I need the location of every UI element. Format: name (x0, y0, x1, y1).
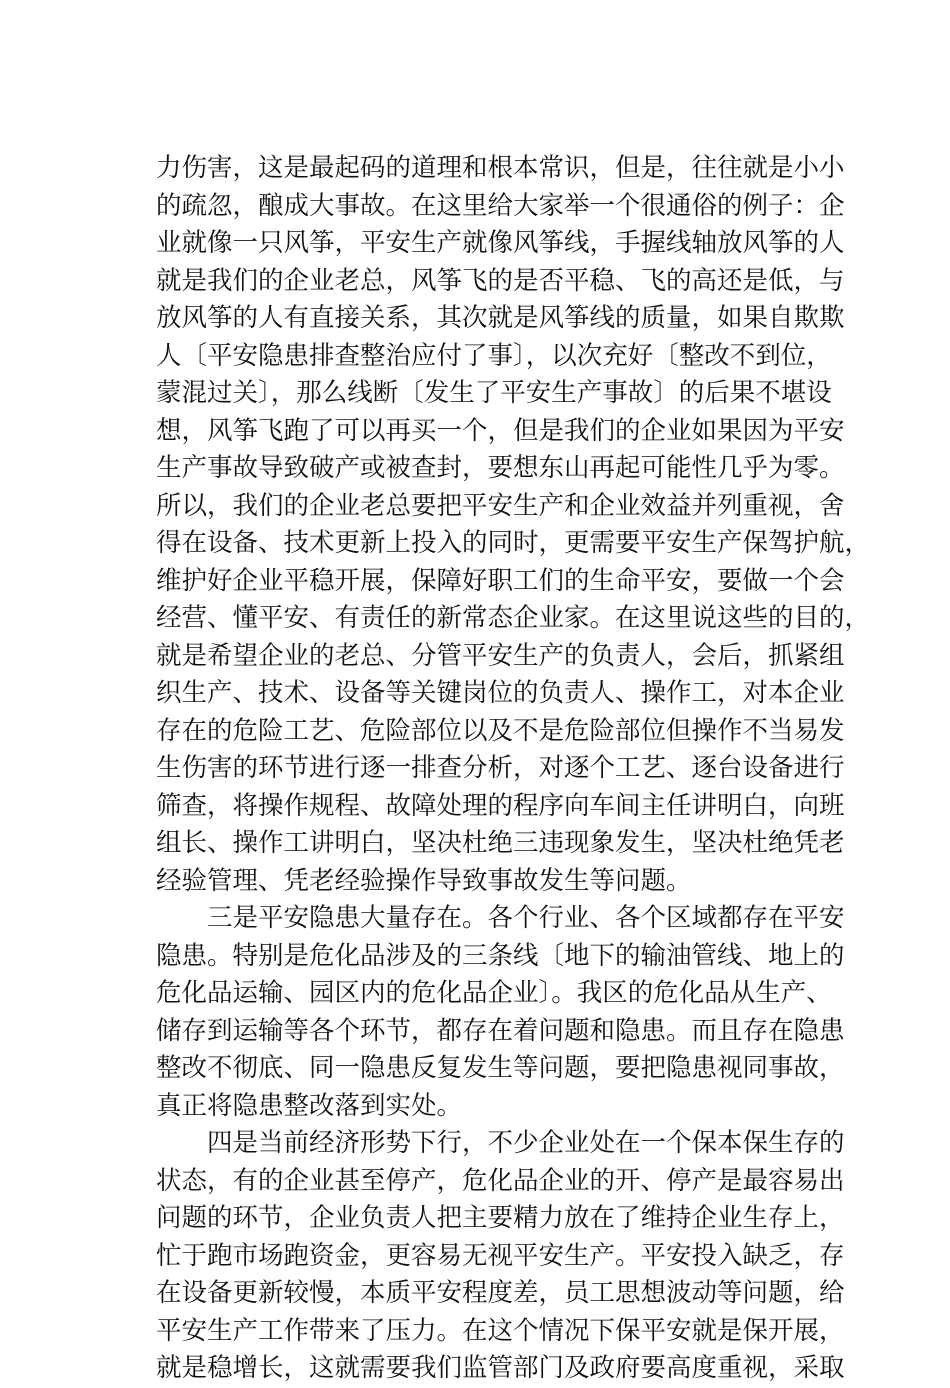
text-line: 真正将隐患整改落到实处。 (156, 1090, 463, 1121)
text-line: 的疏忽，酿成大事故。在这里给大家举一个很通俗的例子：企 (156, 190, 845, 221)
text-line: 储存到运输等各个环节，都存在着问题和隐患。而且存在隐患 (156, 1015, 845, 1046)
text-line: 问题的环节，企业负责人把主要精力放在了维持企业生存上， (156, 1203, 845, 1233)
text-line: 就是我们的企业老总，风筝飞的是否平稳、飞的高还是低，与 (156, 265, 845, 296)
paragraph-1 (156, 150, 871, 900)
text-line: 三是平安隐患大量存在。各个行业、各个区域都存在平安 (207, 903, 845, 933)
paragraph-2 (156, 900, 845, 1125)
text-line: 四是当前经济形势下行，不少企业处在一个保本保生存的 (207, 1128, 845, 1158)
text-line: 组长、操作工讲明白，坚决杜绝三违现象发生，坚决杜绝凭老 (156, 828, 845, 858)
text-line: 人〔平安隐患排查整治应付了事〕，以次充好〔整改不到位， (156, 340, 832, 371)
text-line: 生产事故导致破产或被查封，要想东山再起可能性几乎为零。 (156, 453, 845, 483)
text-line: 经营、懂平安、有责任的新常态企业家。在这里说这些的目的， (156, 603, 871, 633)
text-line: 忙于跑市场跑资金，更容易无视平安生产。平安投入缺乏，存 (156, 1240, 845, 1271)
text-line: 所以，我们的企业老总要把平安生产和企业效益并列重视，舍 (156, 490, 845, 521)
text-line: 维护好企业平稳开展，保障好职工们的生命平安，要做一个会 (156, 565, 845, 596)
paragraph-3 (156, 1125, 845, 1388)
text-line: 想，风筝飞跑了可以再买一个，但是我们的企业如果因为平安 (156, 415, 845, 446)
text-line: 平安生产工作带来了压力。在这个情况下保平安就是保开展， (156, 1315, 845, 1346)
text-line: 生伤害的环节进行逐一排查分析，对逐个工艺、逐台设备进行 (156, 753, 845, 783)
text-line: 就是希望企业的老总、分管平安生产的负责人，会后，抓紧组 (156, 640, 845, 671)
text-line: 在设备更新较慢，本质平安程度差，员工思想波动等问题，给 (156, 1278, 845, 1308)
text-line: 放风筝的人有直接关系，其次就是风筝线的质量，如果自欺欺 (156, 303, 845, 333)
text-line: 得在设备、技术更新上投入的同时，更需要平安生产保驾护航， (156, 528, 871, 558)
text-line: 经验管理、凭老经验操作导致事故发生等问题。 (156, 865, 692, 896)
text-line: 整改不彻底、同一隐患反复发生等问题，要把隐患视同事故， (156, 1053, 845, 1083)
text-line: 蒙混过关〕，那么线断〔发生了平安生产事故〕的后果不堪设 (156, 378, 832, 408)
text-line: 危化品运输、园区内的危化品企业〕。我区的危化品从生产、 (156, 978, 832, 1008)
body-text (156, 150, 871, 1388)
text-line: 织生产、技术、设备等关键岗位的负责人、操作工，对本企业 (156, 678, 845, 708)
text-line: 就是稳增长，这就需要我们监管部门及政府要高度重视，采取 (156, 1353, 845, 1383)
text-line: 隐患。特别是危化品涉及的三条线〔地下的输油管线、地上的 (156, 940, 845, 971)
text-line: 力伤害，这是最起码的道理和根本常识，但是，往往就是小小 (156, 153, 845, 183)
text-line: 业就像一只风筝，平安生产就像风筝线，手握线轴放风筝的人 (156, 228, 845, 258)
text-line: 存在的危险工艺、危险部位以及不是危险部位但操作不当易发 (156, 715, 845, 746)
text-line: 筛查，将操作规程、故障处理的程序向车间主任讲明白，向班 (156, 790, 845, 821)
text-line: 状态，有的企业甚至停产，危化品企业的开、停产是最容易出 (156, 1165, 845, 1196)
